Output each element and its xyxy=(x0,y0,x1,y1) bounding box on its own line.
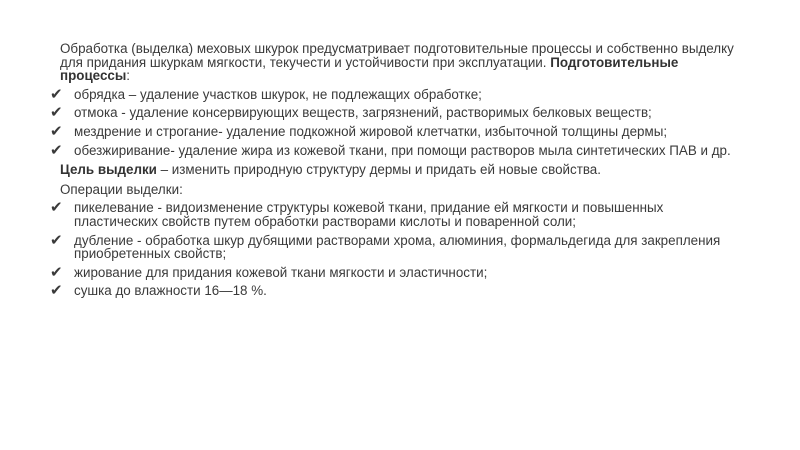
check-mark-icon: ✔ xyxy=(50,282,63,300)
list-item: ✔ пикелевание - видоизменение структуры кожевой ткани, придание ей мягкости и повышенных пластических свойств путем обработки растворами кислоты и поваренной соли; xyxy=(50,199,664,229)
list-item: ✔ обрядка – удаление участков шкурок, не подлежащих обработке; xyxy=(50,85,482,103)
list-item: ✔ обезжиривание- удаление жира из кожевой ткани, при помощи растворов мыла синтетических ПАВ и др. xyxy=(50,141,731,159)
intro-text: Обработка (выделка) меховых шкурок предусматривает подготовительные процессы и собственно выделку для придания шкуркам мягкости, текучести и устойчивости при эксплуатации. xyxy=(60,41,734,70)
operations-heading: Операции выделки: xyxy=(60,181,183,197)
check-mark-icon: ✔ xyxy=(50,199,63,217)
check-mark-icon: ✔ xyxy=(50,263,63,281)
list-item: ✔ жирование для придания кожевой ткани мягкости и эластичности; xyxy=(50,263,488,281)
list-item: ✔ дубление - обработка шкур дубящими растворами хрома, алюминия, формальдегида для закрепления приобретенных свойств; xyxy=(50,231,721,262)
intro-paragraph xyxy=(60,42,746,83)
slide-content xyxy=(46,42,746,298)
check-mark-icon: ✔ xyxy=(50,104,63,122)
list-item: ✔ сушка до влажности 16—18 %. xyxy=(50,282,267,300)
goal-paragraph xyxy=(60,163,746,177)
check-mark-icon: ✔ xyxy=(50,231,63,249)
goal-bold: Цель выделки xyxy=(60,162,157,178)
check-mark-icon: ✔ xyxy=(50,85,63,103)
check-mark-icon: ✔ xyxy=(50,141,63,159)
preparatory-list xyxy=(46,85,746,159)
list-item: ✔ мездрение и строгание- удаление подкожной жировой клетчатки, избыточной толщины дермы; xyxy=(50,122,668,140)
goal-text: – изменить природную структуру дермы и придать ей новые свойства. xyxy=(156,162,601,178)
check-mark-icon: ✔ xyxy=(50,122,63,140)
operations-list xyxy=(46,201,746,298)
list-item: ✔ отмока - удаление консервирующих веществ, загрязнений, растворимых белковых веществ; xyxy=(50,104,652,122)
intro-tail: : xyxy=(126,68,131,84)
intro-bold: Подготовительные процессы xyxy=(60,54,679,84)
